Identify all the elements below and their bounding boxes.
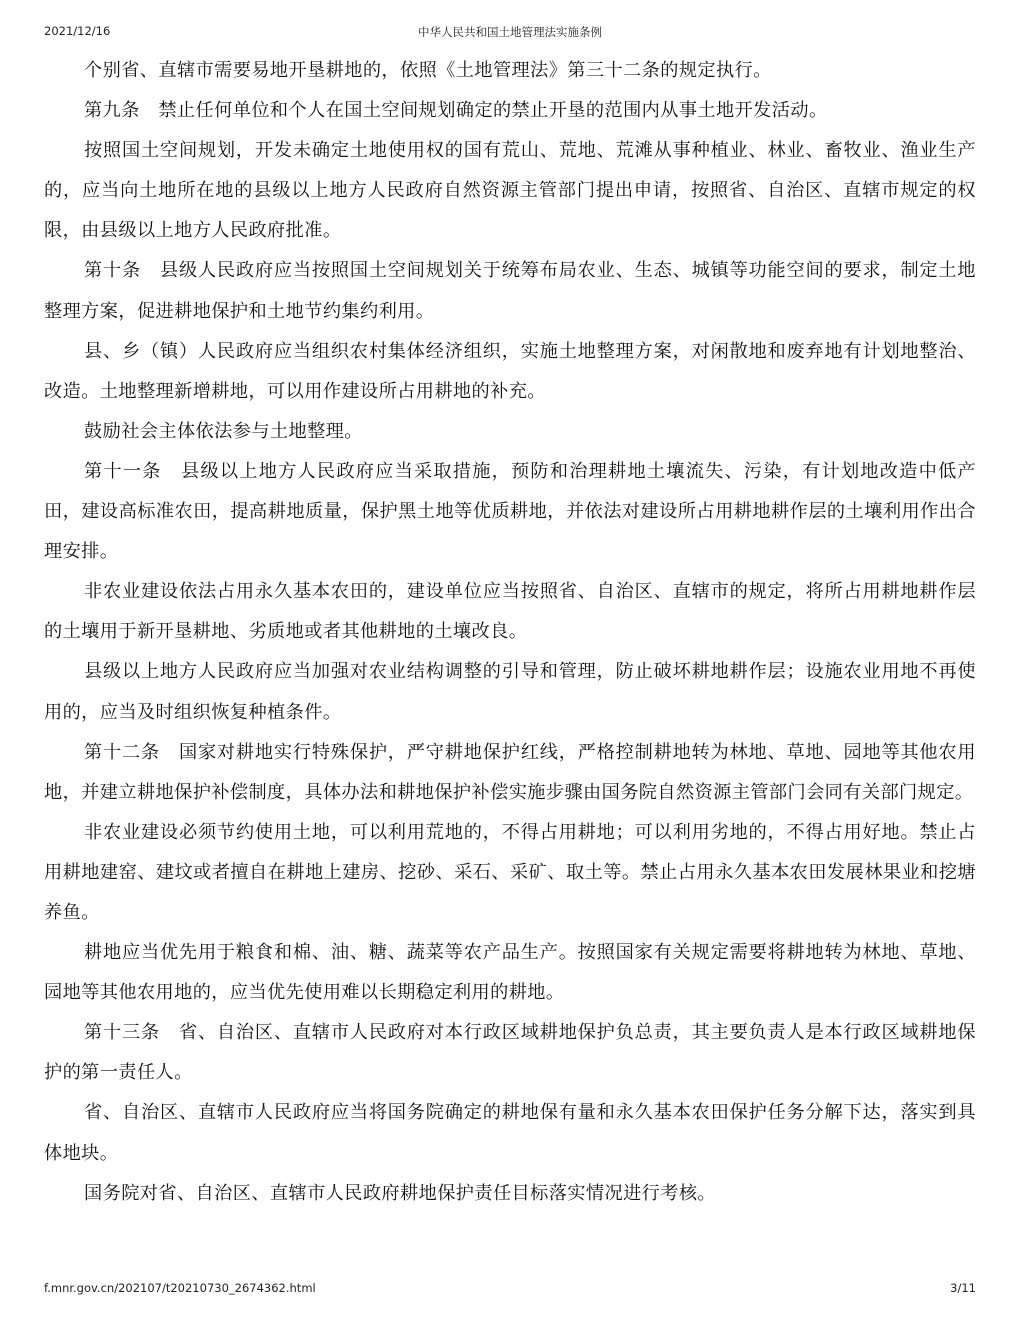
paragraph: 非农业建设必须节约使用土地，可以利用荒地的，不得占用耕地；可以利用劣地的，不得占用好地。禁止占用耕地建窑、建坟或者擅自在耕地上建房、挖砂、采石、采矿、取土等。禁止占用永久基本农田发展林果业和挖塘养鱼。: [44, 821, 976, 923]
page-number: 3/11: [950, 1281, 976, 1295]
article-9-paragraph: 第九条 禁止任何单位和个人在国土空间规划确定的禁止开垦的范围内从事土地开发活动。: [84, 100, 828, 122]
paragraph: 鼓励社会主体依法参与土地整理。: [84, 420, 363, 442]
paragraph: 按照国土空间规划，开发未确定土地使用权的国有荒山、荒地、荒滩从事种植业、林业、畜牧业、渔业生产的，应当向土地所在地的县级以上地方人民政府自然资源主管部门提出申请，按照省、自治区、直辖市规定的权限，由县级以上地方人民政府批准。: [44, 140, 976, 242]
print-footer: [44, 1281, 976, 1297]
print-header: [44, 24, 976, 40]
article-13-paragraph: 第十三条 省、自治区、直辖市人民政府对本行政区域耕地保护负总责，其主要负责人是本行政区域耕地保护的第一责任人。: [44, 1022, 976, 1084]
document-title: 中华人民共和国土地管理法实施条例: [418, 25, 602, 39]
article-12-paragraph: 第十二条 国家对耕地实行特殊保护，严守耕地保护红线，严格控制耕地转为林地、草地、园地等其他农用地，并建立耕地保护补偿制度，具体办法和耕地保护补偿实施步骤由国务院自然资源主管部门会同有关部门规定。: [44, 741, 976, 803]
paragraph: 县级以上地方人民政府应当加强对农业结构调整的引导和管理，防止破坏耕地耕作层；设施农业用地不再使用的，应当及时组织恢复种植条件。: [44, 661, 976, 723]
paragraph: 县、乡（镇）人民政府应当组织农村集体经济组织，实施土地整理方案，对闲散地和废弃地有计划地整治、改造。土地整理新增耕地，可以用作建设所占用耕地的补充。: [44, 340, 976, 402]
print-date: 2021/12/16: [44, 24, 111, 38]
paragraph: 国务院对省、自治区、直辖市人民政府耕地保护责任目标落实情况进行考核。: [84, 1182, 717, 1204]
article-11-paragraph: 第十一条 县级以上地方人民政府应当采取措施，预防和治理耕地土壤流失、污染，有计划地改造中低产田，建设高标准农田，提高耕地质量，保护黑土地等优质耕地，并依法对建设所占用耕地耕作层的土壤利用作出合理安排。: [44, 460, 976, 563]
paragraph: 耕地应当优先用于粮食和棉、油、糖、蔬菜等农产品生产。按照国家有关规定需要将耕地转为林地、草地、园地等其他农用地的，应当优先使用难以长期稳定利用的耕地。: [44, 942, 976, 1004]
paragraph: 个别省、直辖市需要易地开垦耕地的，依照《土地管理法》第三十二条的规定执行。: [84, 60, 772, 81]
document-body: [44, 51, 976, 1214]
source-url: f.mnr.gov.cn/202107/t20210730_2674362.html: [44, 1281, 316, 1295]
article-10-paragraph: 第十条 县级人民政府应当按照国土空间规划关于统筹布局农业、生态、城镇等功能空间的要求，制定土地整理方案，促进耕地保护和土地节约集约利用。: [44, 260, 976, 322]
paragraph: 省、自治区、直辖市人民政府应当将国务院确定的耕地保有量和永久基本农田保护任务分解下达，落实到具体地块。: [44, 1102, 976, 1164]
paragraph: 非农业建设依法占用永久基本农田的，建设单位应当按照省、自治区、直辖市的规定，将所占用耕地耕作层的土壤用于新开垦耕地、劣质地或者其他耕地的土壤改良。: [44, 581, 976, 643]
